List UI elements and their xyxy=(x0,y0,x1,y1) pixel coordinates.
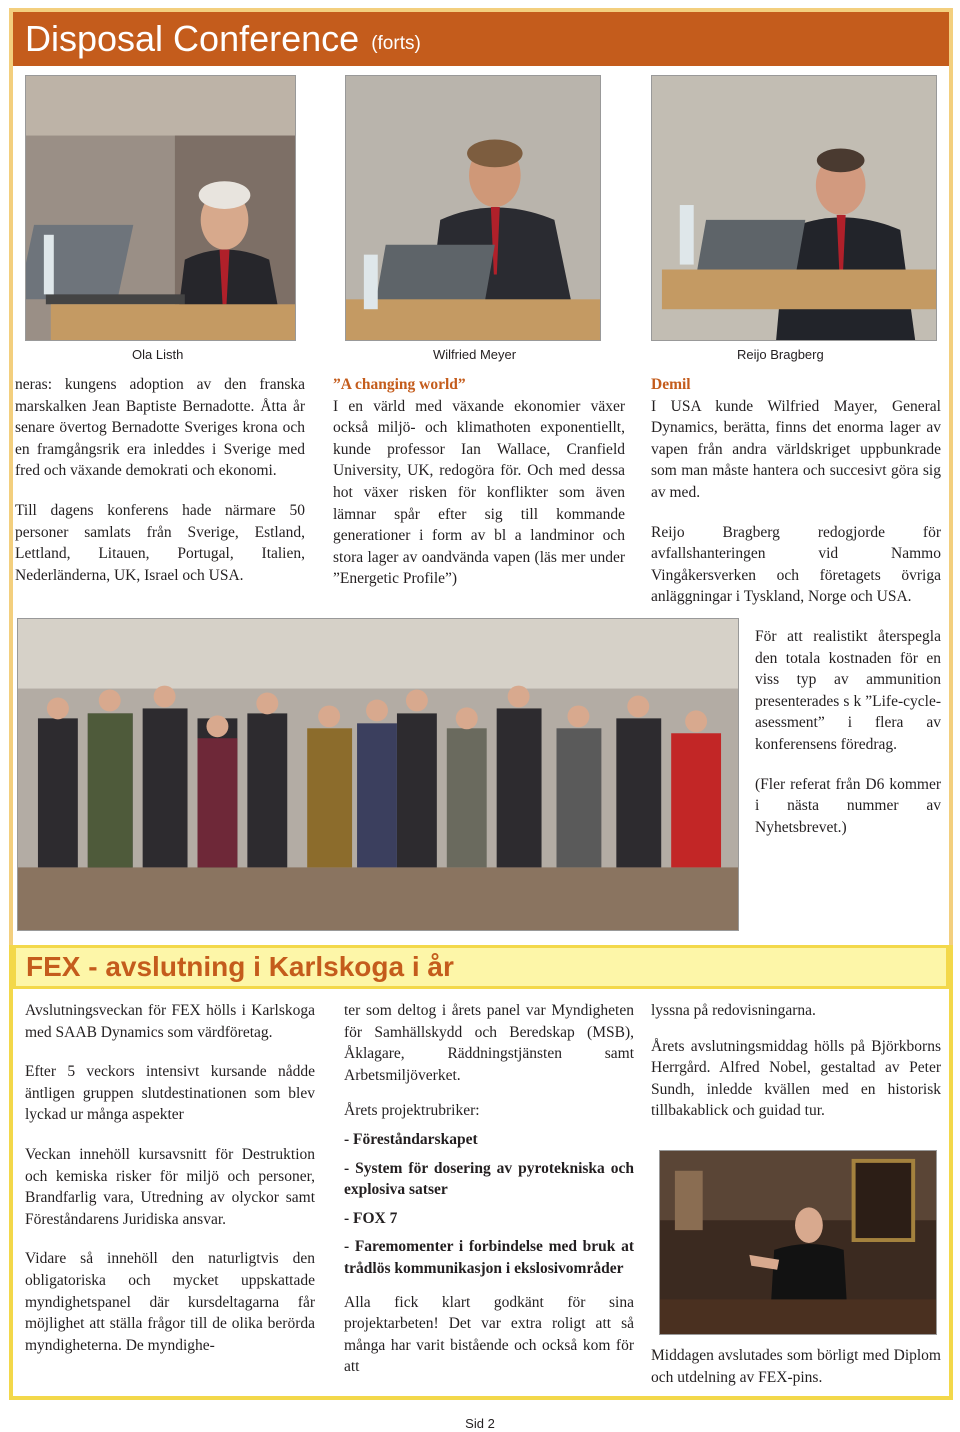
paragraph: Till dagens konferens hade närmare 50 personer samlats från Sverige, Estland, Lettland, Litauen, Portugal, Italien, Nederländerna, UK, Israel och USA. xyxy=(15,501,305,584)
paragraph: (Fler referat från D6 kommer i nästa nummer av Nyhetsbrevet.) xyxy=(755,775,941,836)
fex-column-3-bottom xyxy=(651,1345,941,1406)
page-number: Sid 2 xyxy=(465,1416,495,1431)
project-item: - Faremomenter i forbindelse med bruk at trådlös kommunikasjon i ekslosivområder xyxy=(344,1238,634,1277)
speaker-caption-3: Reijo Bragberg xyxy=(737,347,824,362)
section-heading: Demil xyxy=(651,376,691,393)
fex-column-1 xyxy=(25,1000,315,1374)
section-heading: ”A changing world” xyxy=(333,376,466,393)
side-column xyxy=(755,626,941,856)
paragraph: Avslutningsveckan för FEX hölls i Karlskoga med SAAB Dynamics som värdföretag. xyxy=(25,1002,315,1041)
page-subtitle: (forts) xyxy=(371,33,421,54)
paragraph: ter som deltog i årets panel var Myndigheten för Samhällskydd och Beredskap (MSB), Åklagare, Räddningstjänsten samt Arbetsmiljöverket. xyxy=(344,1002,634,1084)
paragraph: Veckan innehöll kursavsnitt för Destruktion och kemiska risker för miljö och personer, Brandfarlig vara, Utredning av olyckor samt Föreståndarens Juridiska ansvar. xyxy=(25,1145,315,1228)
nobel-photo xyxy=(659,1150,937,1335)
speaker-caption-1: Ola Listh xyxy=(132,347,184,362)
speaker-photo-2 xyxy=(345,75,601,341)
paragraph: neras: kungens adoption av den franska marskalken Jean Baptiste Bernadotte. Åtta år senare övertog Bernadotte Sveriges krona och en framgångsrik era inleddes i Sverige med fred och växande demokrati och ekonomi. xyxy=(15,376,305,480)
page-title: Disposal Conference xyxy=(25,18,360,59)
column-2 xyxy=(333,374,625,608)
paragraph: Årets projektrubriker: xyxy=(344,1102,480,1120)
paragraph: Vidare så innehöll den naturligtvis den obligatoriska och mycket uppskattade myndighetspanel där kursdeltagarna får möjlighet att ställa frågor till de olika berörda myndigheterna. De myndighe- xyxy=(25,1250,315,1354)
speaker-photo-1 xyxy=(25,75,296,341)
fex-title-bar xyxy=(13,945,949,989)
project-item: - System för dosering av pyrotekniska och explosiva satser xyxy=(344,1159,634,1199)
speaker-caption-2: Wilfried Meyer xyxy=(433,347,517,362)
column-3 xyxy=(651,374,941,626)
project-item: - FOX 7 xyxy=(344,1209,398,1227)
speaker-photo-3 xyxy=(651,75,937,341)
paragraph: Reijo Bragberg redogjorde för avfallshanteringen vid Nammo Vingåkersverken och företagets övriga anläggningar i Tyskland, Norge och USA. xyxy=(651,523,941,606)
paragraph: Årets avslutningsmiddag hölls på Björkborns Herrgård. Alfred Nobel, gestaltad av Peter Sundh, inledde kvällen med en historisk tillbakablick och guidad tur. xyxy=(651,1037,941,1120)
project-item: - Föreståndarskapet xyxy=(344,1130,478,1148)
header-bar xyxy=(13,12,949,66)
paragraph: I en värld med växande ekonomier växer också miljö- och klimathoten exponentiellt, kunde professor Ian Wallace, Cranfield University, UK, redogöra för. Och med dessa hot växer risken för konflikter som även lämnar spår efter sig till kommande generationer i form av bl a landminor och stora lager av oandvända vapen (läs mer under ”Energetic Profile”) xyxy=(333,397,625,588)
paragraph: Alla fick klart godkänt för sina projektarbeten! Det var extra roligt att så många har varit bistående och också kom för att xyxy=(344,1293,634,1376)
fex-column-3 xyxy=(651,1000,941,1140)
group-photo xyxy=(17,618,739,931)
paragraph: lyssna på redovisningarna. xyxy=(651,1002,816,1019)
paragraph: Efter 5 veckors intensivt kursande nådde äntligen gruppen slutdestinationen som blev lyckad ur många aspekter xyxy=(25,1063,315,1124)
paragraph: I USA kunde Wilfried Mayer, General Dynamics, berätta, finns det enorma lager av vapen från andra världskriget uppbunkrade som man måste hantera och succesivt göra sig av med. xyxy=(651,397,941,501)
fex-column-2 xyxy=(344,1000,634,1396)
fex-title: FEX - avslutning i Karlskoga i år xyxy=(26,951,454,982)
paragraph: Middagen avslutades som börligt med Diplom och utdelning av FEX-pins. xyxy=(651,1347,941,1386)
column-1 xyxy=(15,374,305,604)
paragraph: För att realistikt återspegla den totala kostnaden för en viss typ av ammunition presenterades s k ”Life-cycle-asessment” i flera av konferensens föredrag. xyxy=(755,628,941,753)
